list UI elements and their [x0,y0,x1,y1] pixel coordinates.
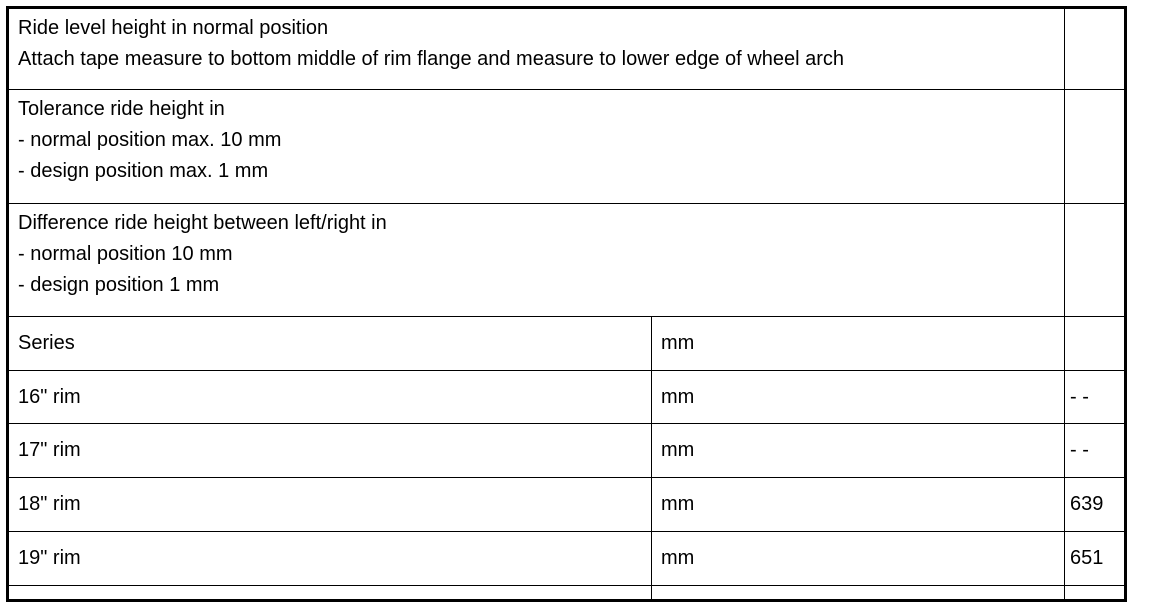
unit-cell: mm [652,371,1065,423]
value-cell: - - [1070,439,1089,461]
table-header-row [9,317,1124,371]
note-text-cell [9,9,1065,89]
note-empty-cell [1065,90,1124,203]
column-header-unit: mm [652,317,1065,370]
note-empty-cell [1065,204,1124,316]
table-row [9,586,1124,602]
value-cell: 639 [1070,493,1104,515]
ride-height-spec-table [6,6,1127,602]
note-line: - design position 1 mm [18,274,220,296]
unit-cell: mm [652,532,1065,585]
note-line: Tolerance ride height in [18,98,225,120]
note-line: - design position max. 1 mm [18,160,269,182]
series-cell [9,586,652,602]
column-header-value [1065,317,1124,370]
series-cell: 19" rim [9,532,652,585]
value-cell: 651 [1070,547,1104,569]
unit-cell: mm [652,424,1065,477]
series-cell: 16" rim [9,371,652,423]
note-line: Attach tape measure to bottom middle of rim flange and measure to lower edge of wheel arch [18,48,845,70]
note-tolerance-ride-height [9,90,1124,204]
series-cell: 18" rim [9,478,652,531]
value-cell [1065,586,1124,602]
table-row [9,371,1124,424]
unit-cell: mm [652,478,1065,531]
note-empty-cell [1065,9,1124,89]
note-line: Ride level height in normal position [18,17,329,39]
note-line: - normal position 10 mm [18,243,233,265]
note-difference-ride-height [9,204,1124,317]
table-row [9,532,1124,586]
column-header-series: Series [9,317,652,370]
note-line: Difference ride height between left/right in [18,212,387,234]
value-cell: - - [1070,385,1089,408]
unit-cell [652,586,1065,602]
note-text-cell [9,204,1065,316]
note-ride-level-height [9,9,1124,90]
table-row [9,424,1124,478]
series-cell: 17" rim [9,424,652,477]
note-line: - normal position max. 10 mm [18,129,282,151]
note-text-cell [9,90,1065,203]
table-row [9,478,1124,532]
